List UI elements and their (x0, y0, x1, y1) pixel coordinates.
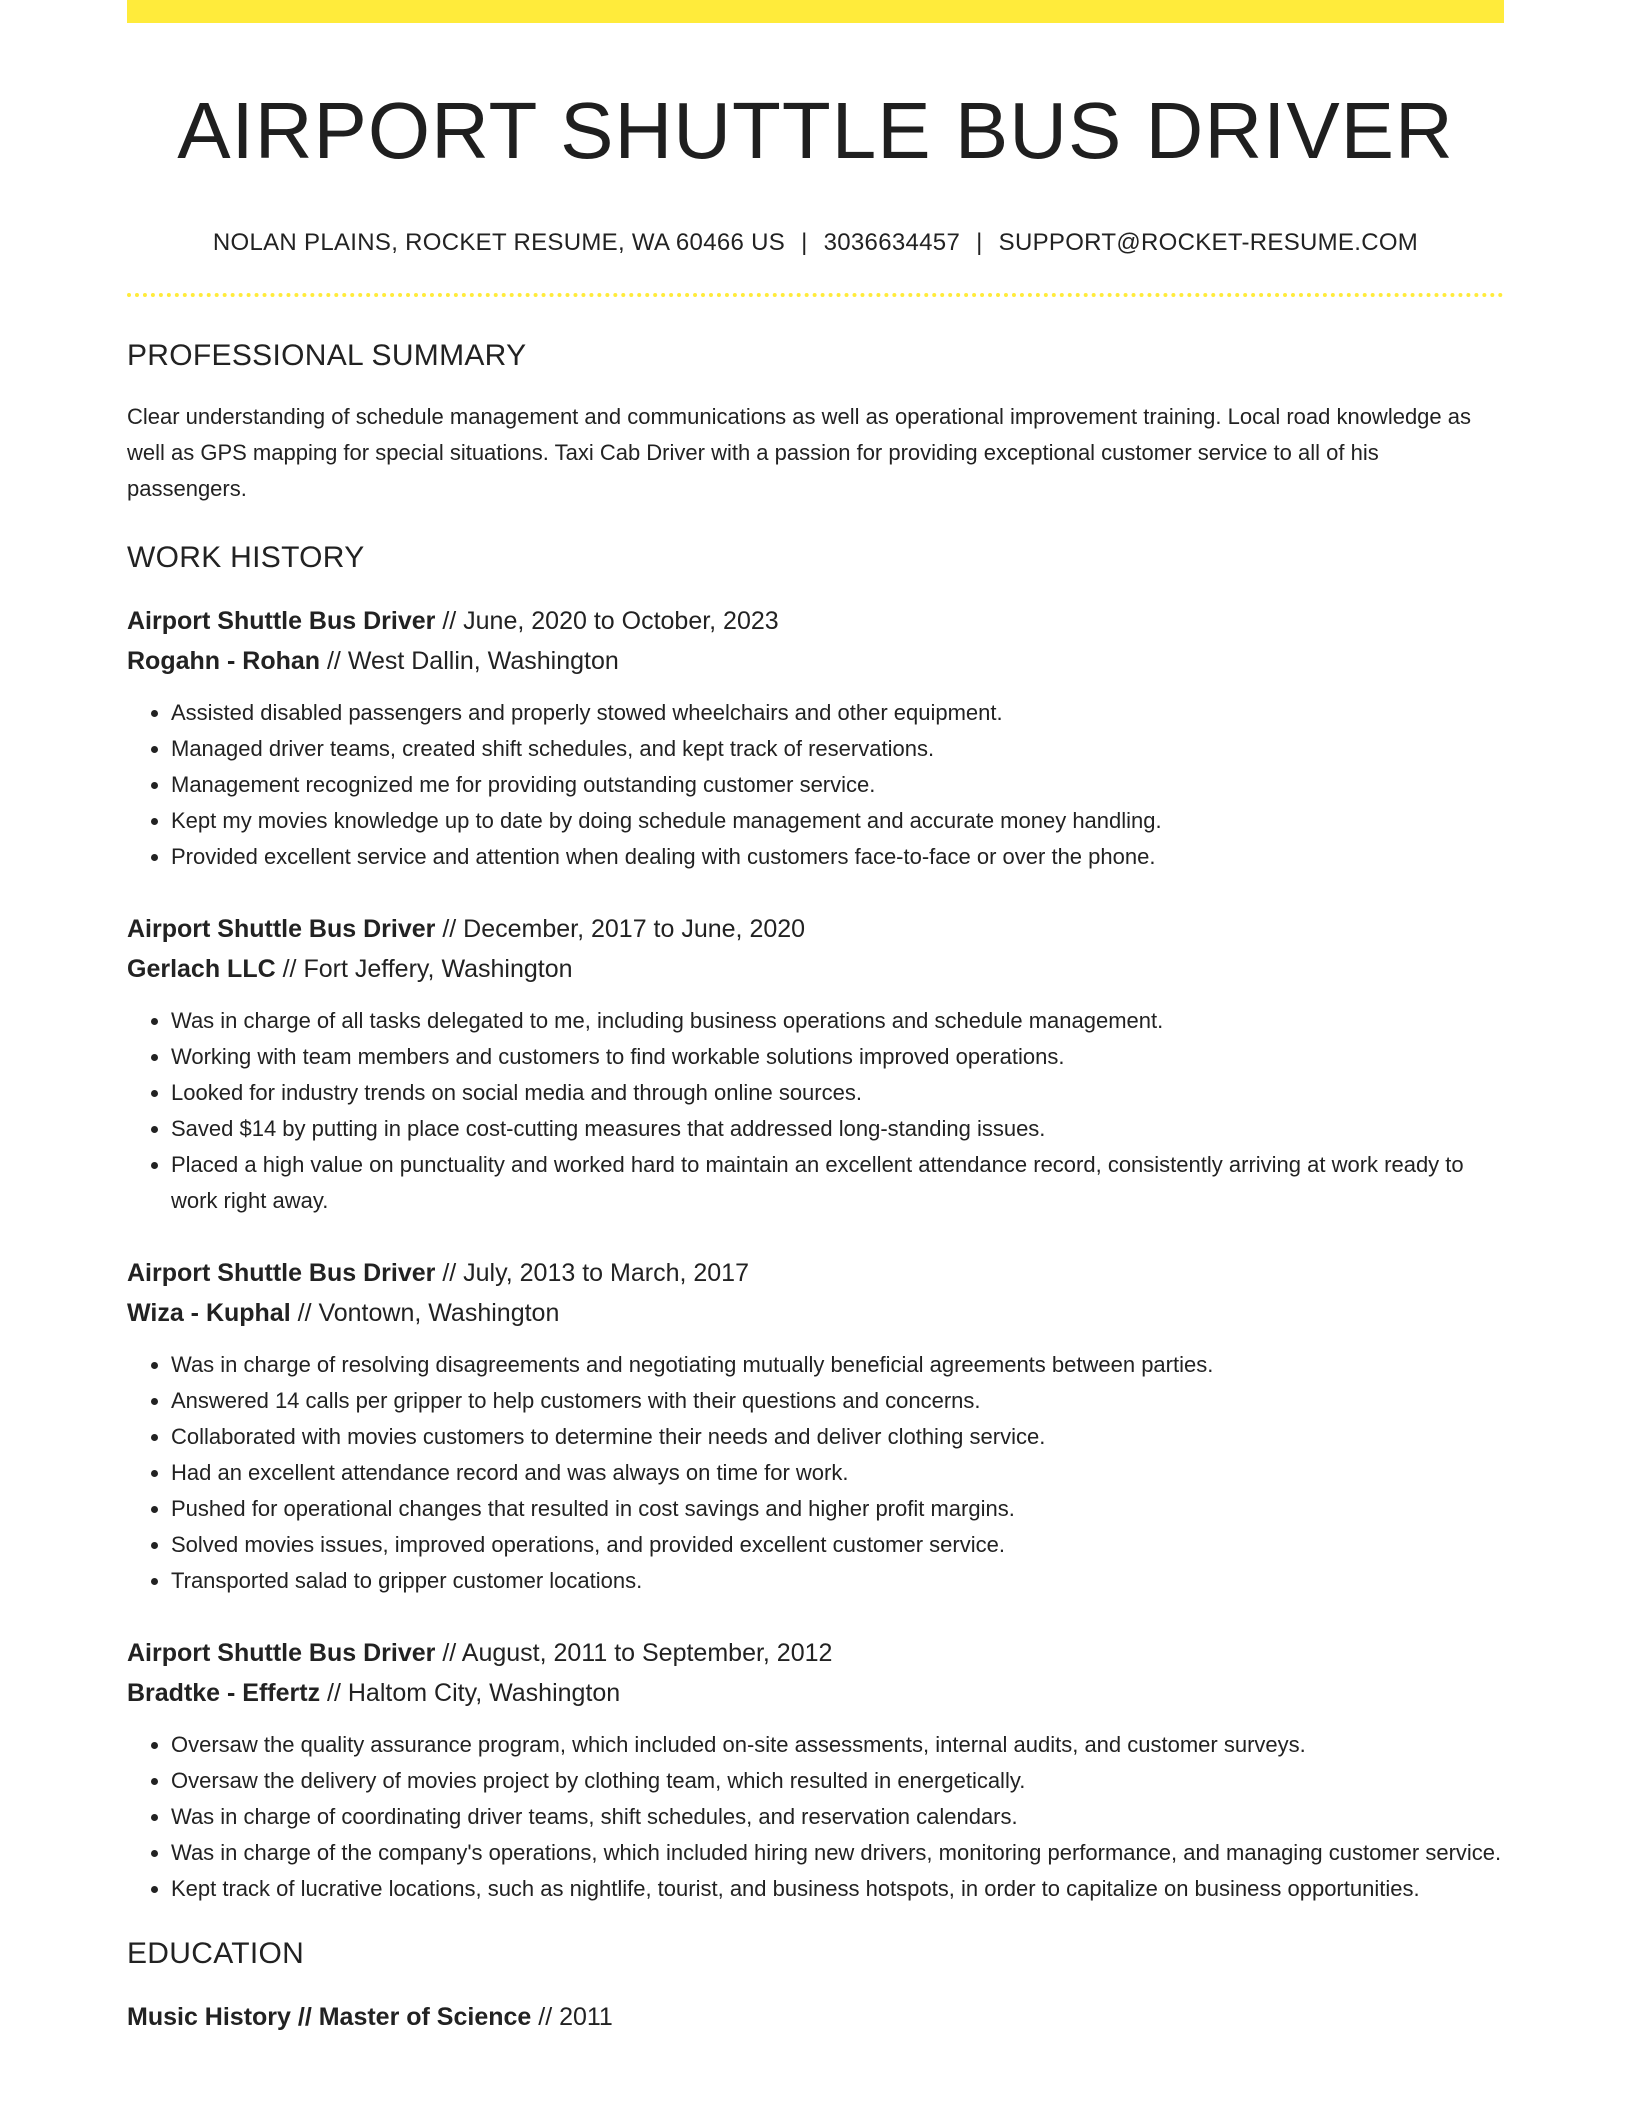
job-title-line (127, 601, 1504, 641)
job-dates: // June, 2020 to October, 2023 (435, 607, 779, 635)
work-history-heading: WORK HISTORY (127, 541, 365, 574)
list-item: • Transported salad to gripper customer locations. (171, 1563, 1504, 1599)
summary-text: Clear understanding of schedule management and communications as well as operational improvement training. Local road knowledge as well as GPS mapping for special situations. Taxi Cab Driver with a passion for providing exceptional customer service to all of his passengers. (127, 404, 1471, 501)
list-item: • Was in charge of resolving disagreements and negotiating mutually beneficial agreements between parties. (171, 1347, 1504, 1383)
list-item: • Was in charge of the company's operations, which included hiring new drivers, monitoring performance, and managing customer service. (171, 1835, 1504, 1871)
job-role: Airport Shuttle Bus Driver (127, 1259, 436, 1287)
job-company-line (127, 1673, 1504, 1713)
list-item: • Had an excellent attendance record and was always on time for work. (171, 1455, 1504, 1491)
job-role: Airport Shuttle Bus Driver (127, 607, 436, 635)
contact-line (127, 229, 1504, 257)
job-dates: // December, 2017 to June, 2020 (435, 915, 806, 943)
job-location: // West Dallin, Washington (320, 647, 619, 675)
education-heading: EDUCATION (127, 1937, 305, 1970)
list-item: • Oversaw the quality assurance program, which included on-site assessments, internal audits, and customer surveys. (171, 1727, 1504, 1763)
job-entry (127, 1633, 1504, 1907)
job-location: // Vontown, Washington (290, 1299, 560, 1327)
job-role: Airport Shuttle Bus Driver (127, 1639, 436, 1667)
job-bullets (127, 695, 1504, 875)
list-item: • Pushed for operational changes that resulted in cost savings and higher profit margins. (171, 1491, 1504, 1527)
job-location: // Fort Jeffery, Washington (275, 955, 573, 983)
list-item: • Was in charge of coordinating driver teams, shift schedules, and reservation calendars. (171, 1799, 1504, 1835)
job-entry (127, 909, 1504, 1219)
job-company-line (127, 1293, 1504, 1333)
job-company: Gerlach LLC (127, 955, 276, 983)
contact-address: NOLAN PLAINS, ROCKET RESUME, WA 60466 US (212, 229, 786, 256)
list-item: • Looked for industry trends on social media and through online sources. (171, 1075, 1504, 1111)
job-entry (127, 1253, 1504, 1599)
list-item: • Oversaw the delivery of movies project by clothing team, which resulted in energetically. (171, 1763, 1504, 1799)
accent-bar (127, 0, 1504, 23)
resume-page (127, 0, 1504, 2037)
job-company: Bradtke - Effertz (127, 1679, 321, 1707)
list-item: • Provided excellent service and attention when dealing with customers face-to-face or over the phone. (171, 839, 1504, 875)
contact-email[interactable]: SUPPORT@ROCKET-RESUME.COM (998, 229, 1419, 256)
list-item: • Placed a high value on punctuality and worked hard to maintain an excellent attendance record, consistently arriving at work ready to work right away. (171, 1147, 1504, 1219)
contact-phone: 3036634457 (823, 229, 961, 256)
list-item: • Managed driver teams, created shift schedules, and kept track of reservations. (171, 731, 1504, 767)
contact-separator: | (801, 229, 808, 256)
list-item: • Management recognized me for providing outstanding customer service. (171, 767, 1504, 803)
job-entry (127, 601, 1504, 875)
list-item: • Assisted disabled passengers and properly stowed wheelchairs and other equipment. (171, 695, 1504, 731)
list-item: • Kept track of lucrative locations, such as nightlife, tourist, and business hotspots, in order to capitalize on business opportunities. (171, 1871, 1504, 1907)
job-list (127, 601, 1504, 1907)
job-dates: // August, 2011 to September, 2012 (435, 1639, 833, 1667)
job-company-line (127, 949, 1504, 989)
summary-heading: PROFESSIONAL SUMMARY (127, 339, 527, 372)
job-bullets (127, 1347, 1504, 1599)
job-company-line (127, 641, 1504, 681)
dotted-divider (127, 293, 1504, 297)
job-title-line (127, 1253, 1504, 1293)
job-dates: // July, 2013 to March, 2017 (435, 1259, 749, 1287)
job-bullets (127, 1727, 1504, 1907)
job-location: // Haltom City, Washington (320, 1679, 621, 1707)
list-item: • Working with team members and customers to find workable solutions improved operations. (171, 1039, 1504, 1075)
list-item: • Was in charge of all tasks delegated to me, including business operations and schedule management. (171, 1003, 1504, 1039)
job-bullets (127, 1003, 1504, 1219)
list-item: • Collaborated with movies customers to determine their needs and deliver clothing service. (171, 1419, 1504, 1455)
list-item: • Answered 14 calls per gripper to help customers with their questions and concerns. (171, 1383, 1504, 1419)
contact-separator: | (976, 229, 983, 256)
job-company: Rogahn - Rohan (127, 647, 321, 675)
job-company: Wiza - Kuphal (127, 1299, 291, 1327)
education-year: // 2011 (531, 2003, 613, 2031)
education-degree: Music History // Master of Science (127, 2003, 532, 2031)
education-entry (127, 1997, 1504, 2037)
list-item: • Kept my movies knowledge up to date by doing schedule management and accurate money handling. (171, 803, 1504, 839)
list-item: • Saved $14 by putting in place cost-cutting measures that addressed long-standing issues. (171, 1111, 1504, 1147)
job-title-line (127, 909, 1504, 949)
list-item: • Solved movies issues, improved operations, and provided excellent customer service. (171, 1527, 1504, 1563)
job-title-line (127, 1633, 1504, 1673)
resume-title: AIRPORT SHUTTLE BUS DRIVER (177, 86, 1454, 175)
job-role: Airport Shuttle Bus Driver (127, 915, 436, 943)
